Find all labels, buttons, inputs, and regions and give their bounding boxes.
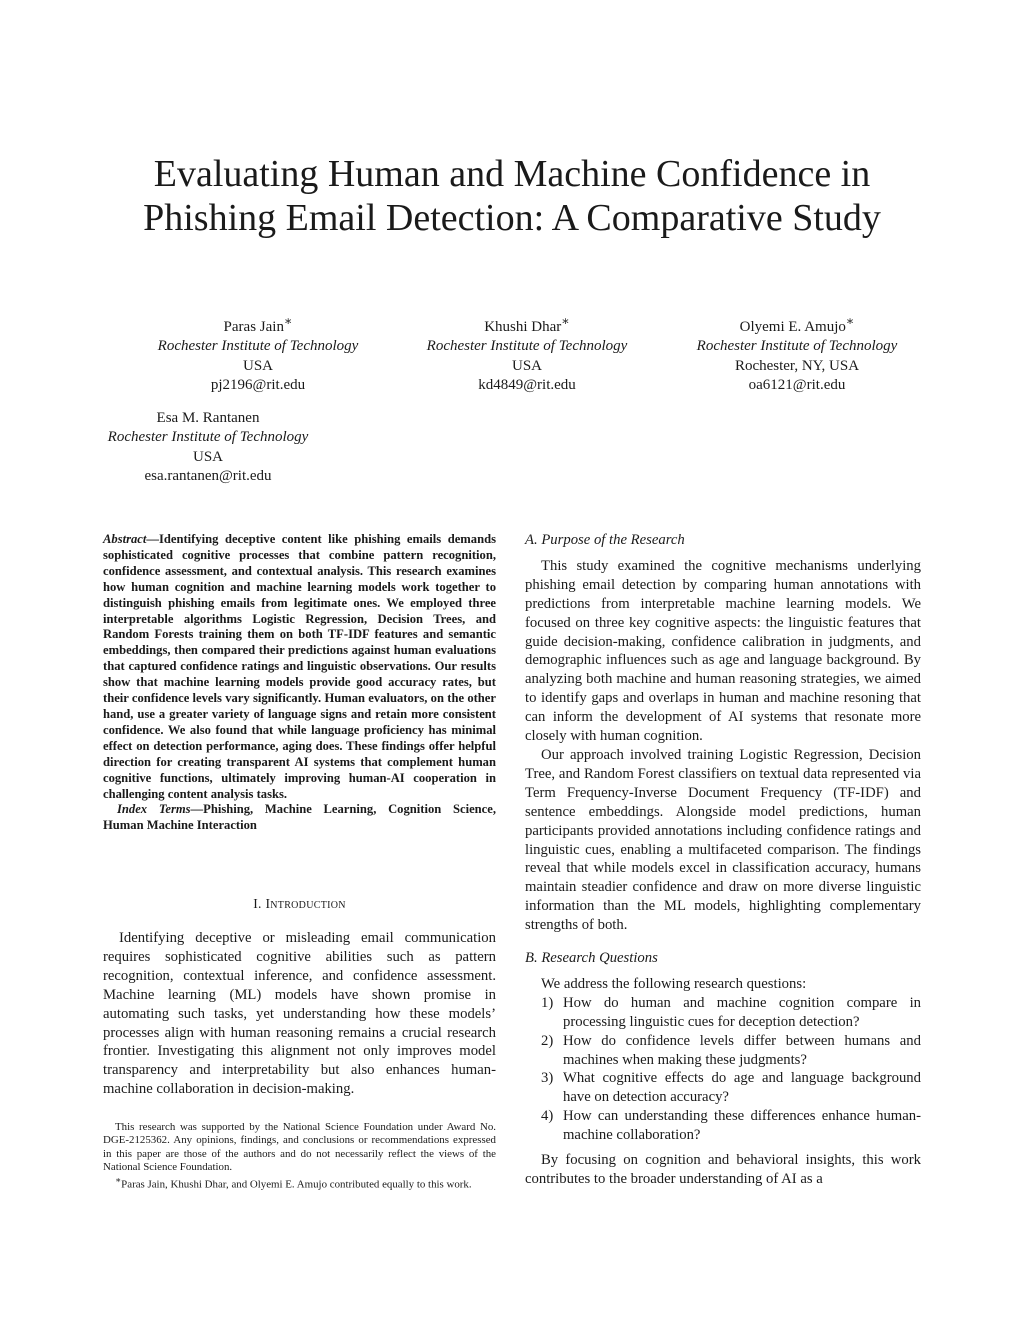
index-terms-label: Index Terms	[117, 802, 191, 817]
author-location: USA	[511, 357, 542, 374]
list-item-number: 3)	[541, 1070, 554, 1087]
author-institution: Rochester Institute of Technology	[157, 338, 359, 355]
list-item-number: 4)	[541, 1108, 554, 1125]
list-item-text: How do human and machine cognition compare in processing linguistic cues for deception detection?	[563, 994, 921, 1030]
section-title: Introduction	[265, 896, 346, 911]
author-email: oa6121@rit.edu	[748, 376, 846, 393]
abstract-text: —Identifying deceptive content like phishing emails demands sophisticated cognitive processes that combine pattern recognition, confidence assessment, and contextual analysis. This research examines how human cognition and machine learning models work together to distinguish phishing emails from legitimate ones. We employed three interpretable algorithms Logistic Regression, Decision Trees, and Random Forests training them on both TF-IDF features and semantic embeddings, then compared their predictions against human evaluations that captured confidence ratings and linguistic observations. Our results show that machine learning models provide good accuracy rates, but their confidence levels vary significantly. Human evaluators, on the other hand, use a greater variety of language signs and retain more consistent confidence. We also found that while language proficiency has minimal effect on detection performance, aging does. These findings offer helpful direction for creating transparent AI systems that complement human cognitive functions, ultimately improving human-AI cooperation in challenging content analysis tasks.	[103, 532, 496, 801]
list-item-text: How can understanding these differences enhance human-machine collaboration?	[563, 1108, 921, 1144]
list-item-number: 2)	[541, 1032, 554, 1049]
purpose-paragraph-1: This study examined the cognitive mechanisms underlying phishing email detection by comparing human annotations with predictions from interpretable machine learning models. We focused on three key cognitive aspects: the linguistic features that guide decision-making, confidence calibration in judgments, and demographic influences such as age and language background. By analyzing both machine and human reasoning strategies, we aimed to identify gaps and overlaps in human and machine resoning that can inform the development of AI systems that resonate more closely with human cognition.	[525, 557, 921, 745]
section-numeral: I.	[253, 896, 262, 911]
research-questions-list	[525, 994, 921, 1145]
abstract-section	[103, 532, 496, 834]
research-questions-intro: We address the following research questions:	[541, 975, 807, 992]
footnotes	[103, 1121, 496, 1192]
paper-title-line-1: Evaluating Human and Machine Confidence in	[153, 153, 871, 195]
introduction-paragraph: Identifying deceptive or misleading email communication requires sophisticated cognitive abilities such as pattern recognition, contextual inference, and confidence assessment. Machine learning (ML) models have shown promise in automating such tasks, yet understanding how these models’ processes align with human reasoning remains a crucial research frontier. Investigating this alignment not only improves model transparency and interpretability but also enhances human-machine collaboration in decision-making.	[103, 930, 496, 1098]
list-item	[525, 1032, 921, 1070]
section-heading-introduction	[103, 896, 496, 912]
author-name: Khushi Dhar	[484, 319, 562, 335]
equal-contribution-mark: ∗	[283, 314, 293, 328]
author-block	[677, 312, 917, 395]
list-item	[525, 994, 921, 1032]
index-terms	[103, 802, 496, 834]
paper-title-line-2: Phishing Email Detection: A Comparative Study	[143, 197, 881, 239]
subsection-heading-research-questions: B. Research Questions	[525, 950, 658, 967]
author-institution: Rochester Institute of Technology	[426, 338, 628, 355]
subsection-heading-purpose: A. Purpose of the Research	[525, 532, 685, 548]
funding-footnote: This research was supported by the National Science Foundation under Award No. DGE-2125362. Any opinions, findings, and conclusions or recommendations expressed in this paper are those of the authors and do not necessarily reflect the views of the National Science Foundation.	[103, 1121, 496, 1173]
author-location: USA	[192, 448, 223, 465]
right-column	[525, 531, 921, 1189]
abstract	[103, 532, 496, 802]
list-item-text: What cognitive effects do age and language background have on detection accuracy?	[563, 1070, 921, 1106]
list-item-text: How do confidence levels differ between humans and machines when making these judgments?	[563, 1032, 921, 1068]
author-email: kd4849@rit.edu	[478, 376, 576, 393]
author-location: USA	[242, 357, 273, 374]
list-item	[525, 1069, 921, 1107]
abstract-label: Abstract	[103, 532, 147, 546]
research-questions-closing: By focusing on cognition and behavioral insights, this work contributes to the broader understanding of AI as a	[525, 1152, 921, 1187]
author-institution: Rochester Institute of Technology	[696, 338, 898, 355]
author-block	[88, 409, 328, 486]
author-institution: Rochester Institute of Technology	[107, 429, 309, 446]
purpose-paragraph-2: Our approach involved training Logistic Regression, Decision Tree, and Random Forest classifiers on textual data represented via Term Frequency-Inverse Document Frequency (TF-IDF) and sentence embeddings. Alongside model predictions, human participants provided annotations including confidence ratings and linguistic cues, enabling a multifaceted comparison. The findings reveal that while models excel in classification accuracy, humans maintain steadier confidence and draw on more diverse linguistic information than the ML models, highlighting complementary strengths of both.	[525, 746, 921, 934]
author-name: Esa M. Rantanen	[156, 410, 260, 426]
list-item	[525, 1107, 921, 1145]
author-block	[407, 312, 647, 395]
author-name: Olyemi E. Amujo	[739, 319, 846, 335]
author-name: Paras Jain	[223, 319, 284, 335]
equal-contribution-text: Paras Jain, Khushi Dhar, and Olyemi E. Amujo contributed equally to this work.	[121, 1178, 472, 1191]
list-item-number: 1)	[541, 994, 554, 1011]
author-email: pj2196@rit.edu	[210, 376, 306, 393]
paper-title	[0, 152, 1024, 240]
author-block	[138, 312, 378, 395]
author-location: Rochester, NY, USA	[734, 357, 860, 374]
equal-contribution-mark: ∗	[845, 314, 855, 328]
footnote-mark: ∗	[115, 1175, 122, 1186]
index-terms-text: —Phishing, Machine Learning, Cognition Science, Human Machine Interaction	[103, 802, 496, 833]
author-email: esa.rantanen@rit.edu	[144, 467, 272, 484]
equal-contribution-mark: ∗	[561, 314, 570, 328]
equal-contribution-footnote	[103, 1174, 496, 1192]
